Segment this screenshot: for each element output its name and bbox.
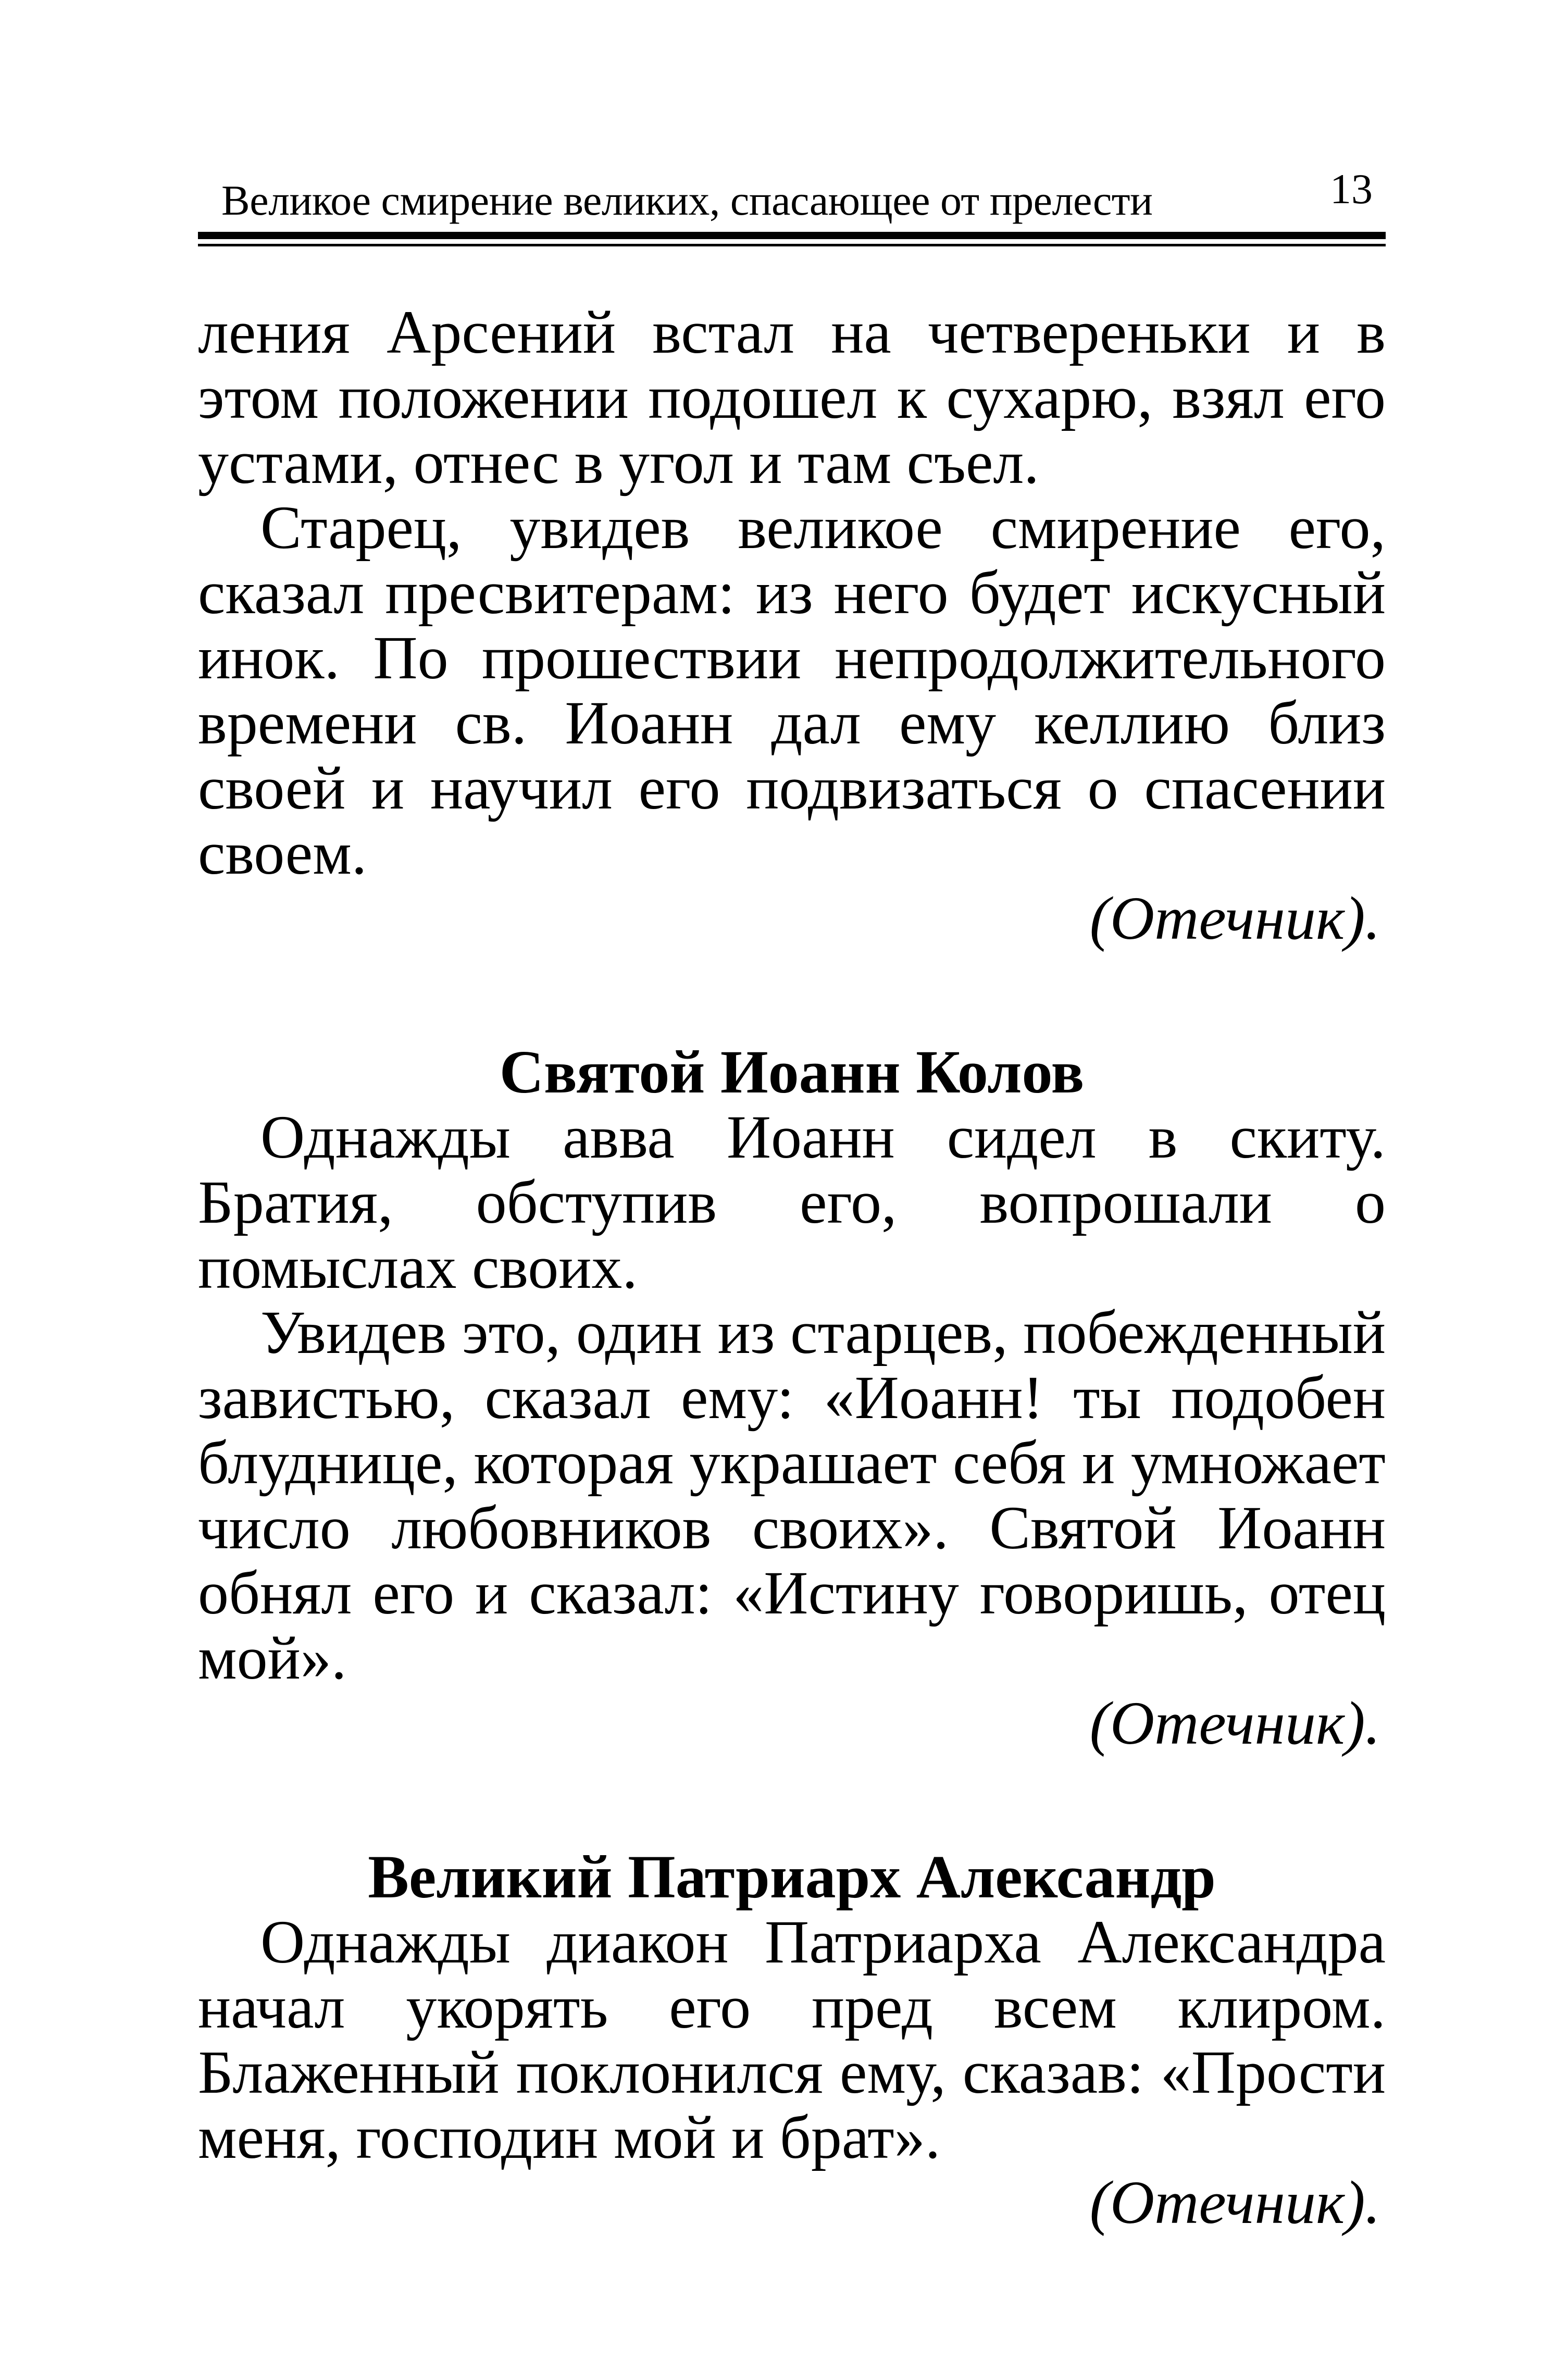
section-gap	[198, 951, 1386, 1039]
running-head	[198, 165, 1386, 229]
section-patriarch-alexander	[198, 1844, 1386, 2235]
page-number: 13	[1330, 165, 1373, 213]
paragraph: Старец, увидев великое смирение его, сказал пресвитерам: из него будет искусный инок. По прошествии непродолжительного времени св. Иоанн дал ему келлию близ своей и научил его подвизаться о спасении своем.	[198, 493, 1386, 887]
paragraph: Однажды диакон Патриарха Александра начал укорять его пред всем клиром. Блаженный поклонился ему, сказав: «Прости меня, господин мой и брат».	[198, 1908, 1386, 2171]
paragraph: ления Арсений встал на четвереньки и в этом положении подошел к сухарю, взял его устами, отнес в угол и там съел.	[198, 298, 1386, 496]
source-citation: (Отечник).	[1089, 1689, 1380, 1757]
header-rule-thin	[198, 244, 1386, 246]
running-title: Великое смирение великих, спасающее от прелести	[221, 177, 1153, 224]
section-gap	[198, 1756, 1386, 1844]
source-citation: (Отечник).	[1089, 884, 1380, 952]
section-arseny	[198, 300, 1386, 951]
book-page	[198, 165, 1386, 2237]
section-john-kolov	[198, 1039, 1386, 1756]
source-citation: (Отечник).	[1089, 2168, 1380, 2237]
section-heading: Великий Патриарх Александр	[368, 1843, 1216, 1911]
header-rule-thick	[198, 232, 1386, 239]
paragraph: Увидев это, один из старцев, побежденный завистью, сказал ему: «Иоанн! ты подобен блуднице, которая украшает себя и умножает число любовников своих». Святой Иоанн обнял его и сказал: «Истину говоришь, отец мой».	[198, 1298, 1386, 1692]
section-heading: Святой Иоанн Колов	[499, 1038, 1085, 1106]
page-body	[198, 300, 1386, 2235]
paragraph: Однажды авва Иоанн сидел в скиту. Братия, обступив его, вопрошали о помыслах своих.	[198, 1103, 1386, 1301]
